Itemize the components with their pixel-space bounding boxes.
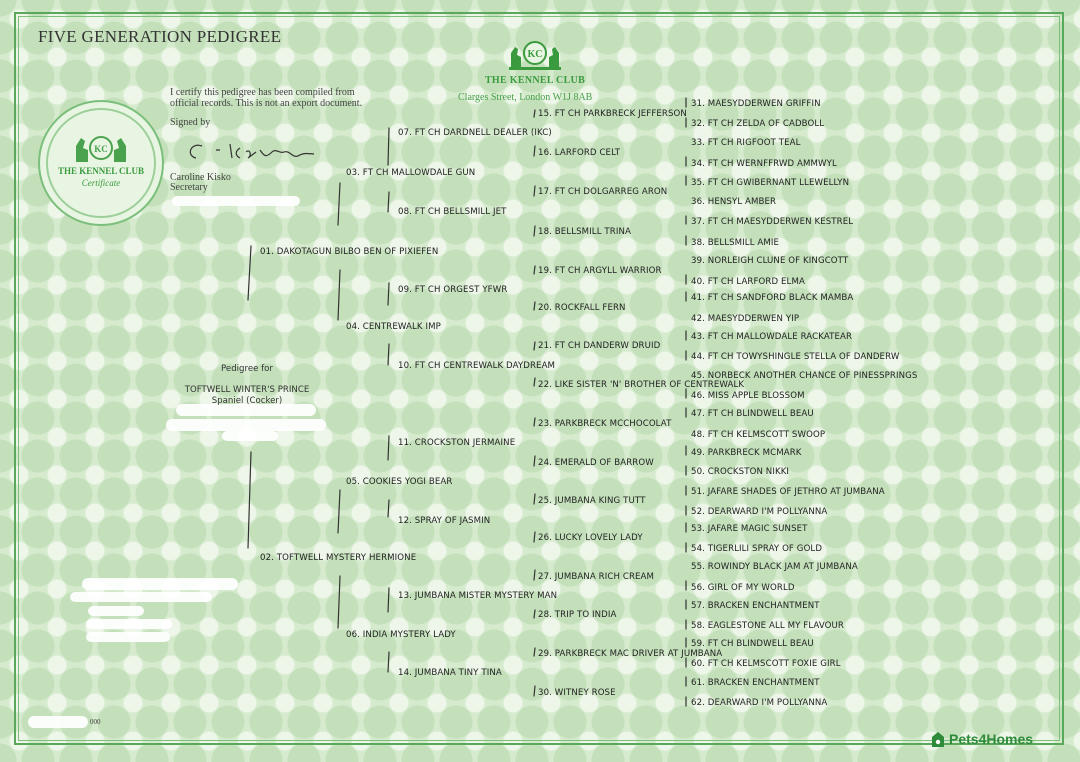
gen5-entry: 34. FT CH WERNFFRWD AMMWYL	[691, 159, 837, 169]
gen2-entry: 05. COOKIES YOGI BEAR	[346, 477, 453, 487]
gen3-entry: 12. SPRAY OF JASMIN	[398, 516, 491, 526]
signed-by-label: Signed by	[170, 117, 211, 128]
gen5-entry: 38. BELLSMILL AMIE	[691, 238, 780, 248]
gen3-entry: 10. FT CH CENTREWALK DAYDREAM	[398, 361, 556, 371]
gen2-entry: 06. INDIA MYSTERY LADY	[346, 630, 456, 640]
gen5-entry: 39. NORLEIGH CLUNE OF KINGCOTT	[691, 256, 849, 266]
page-title: FIVE GENERATION PEDIGREE	[38, 27, 282, 46]
subject-breed: Spaniel (Cocker)	[211, 396, 283, 406]
gen5-entry: 53. JAFARE MAGIC SUNSET	[691, 524, 808, 534]
gen3-entry: 11. CROCKSTON JERMAINE	[398, 438, 516, 448]
gen4-entry: 19. FT CH ARGYLL WARRIOR	[538, 266, 662, 276]
gen3-entry: 14. JUMBANA TINY TINA	[398, 668, 502, 678]
gen5-entry: 56. GIRL OF MY WORLD	[691, 583, 795, 593]
gen5-entry: 41. FT CH SANDFORD BLACK MAMBA	[691, 293, 854, 303]
gen4-entry: 26. LUCKY LOVELY LADY	[538, 533, 643, 543]
paw-house-icon	[930, 730, 946, 748]
gen5-entry: 50. CROCKSTON NIKKI	[691, 467, 790, 477]
gen5-entry: 47. FT CH BLINDWELL BEAU	[691, 409, 814, 419]
gen4-entry: 27. JUMBANA RICH CREAM	[538, 572, 655, 582]
gen5-entry: 55. ROWINDY BLACK JAM AT JUMBANA	[691, 562, 858, 572]
gen4-entry: 22. LIKE SISTER 'N' BROTHER OF CENTREWALK	[538, 380, 745, 390]
gen5-entry: 58. EAGLESTONE ALL MY FLAVOUR	[691, 621, 844, 631]
gen4-entry: 21. FT CH DANDERW DRUID	[538, 341, 661, 351]
subject-name: TOFTWELL WINTER'S PRINCE	[184, 385, 310, 395]
monogram-text: KC	[527, 49, 543, 60]
gen5-entry: 62. DEARWARD I'M POLLYANNA	[691, 698, 828, 708]
gen4-entry: 28. TRIP TO INDIA	[538, 610, 617, 620]
gen5-entry: 46. MISS APPLE BLOSSOM	[691, 391, 805, 401]
gen5-entry: 35. FT CH GWIBERNANT LLEWELLYN	[691, 178, 850, 188]
gen5-entry: 60. FT CH KELMSCOTT FOXIE GIRL	[691, 659, 841, 669]
signatory-role: Secretary	[170, 182, 208, 193]
gen5-entry: 32. FT CH ZELDA OF CADBOLL	[691, 119, 825, 129]
redacted-field-tail: 000	[90, 718, 101, 726]
gen5-entry: 42. MAESYDDERWEN YIP	[691, 314, 800, 324]
seal-name: THE KENNEL CLUB	[57, 166, 145, 176]
gen4-entry: 20. ROCKFALL FERN	[538, 303, 626, 313]
kennel-club-name: THE KENNEL CLUB	[484, 75, 586, 86]
gen5-entry: 44. FT CH TOWYSHINGLE STELLA OF DANDERW	[691, 352, 900, 362]
gen4-entry: 15. FT CH PARKBRECK JEFFERSON	[538, 109, 687, 119]
sire-entry: 01. DAKOTAGUN BILBO BEN OF PIXIEFEN	[260, 247, 439, 257]
signatory-name: Caroline Kisko	[170, 172, 231, 183]
pets4homes-watermark	[930, 730, 1033, 748]
gen5-entry: 33. FT CH RIGFOOT TEAL	[691, 138, 801, 148]
kennel-club-address: Clarges Street, London W1J 8AB	[458, 92, 593, 103]
gen5-entry: 48. FT CH KELMSCOTT SWOOP	[691, 430, 826, 440]
gen5-entry: 37. FT CH MAESYDDERWEN KESTREL	[691, 217, 854, 227]
gen4-entry: 17. FT CH DOLGARREG ARON	[538, 187, 668, 197]
gen5-entry: 54. TIGERLILI SPRAY OF GOLD	[691, 544, 823, 554]
gen4-entry: 23. PARKBRECK MCCHOCOLAT	[538, 419, 672, 429]
seal-monogram: KC	[94, 144, 108, 154]
gen3-entry: 09. FT CH ORGEST YFWR	[398, 285, 508, 295]
gen5-entry: 49. PARKBRECK MCMARK	[691, 448, 802, 458]
gen5-entry: 61. BRACKEN ENCHANTMENT	[691, 678, 820, 688]
gen5-entry: 59. FT CH BLINDWELL BEAU	[691, 639, 814, 649]
gen4-entry: 25. JUMBANA KING TUTT	[538, 496, 646, 506]
gen5-entry: 52. DEARWARD I'M POLLYANNA	[691, 507, 828, 517]
pedigree-for-label: Pedigree for	[221, 364, 273, 374]
brand-name: Pets4Homes	[949, 731, 1034, 747]
gen3-entry: 13. JUMBANA MISTER MYSTERY MAN	[398, 591, 558, 601]
gen5-entry: 51. JAFARE SHADES OF JETHRO AT JUMBANA	[691, 487, 885, 497]
gen4-entry: 24. EMERALD OF BARROW	[538, 458, 654, 468]
certify-line-2: official records. This is not an export document.	[170, 98, 363, 109]
gen4-entry: 18. BELLSMILL TRINA	[538, 227, 631, 237]
gen3-entry: 07. FT CH DARDNELL DEALER (IKC)	[398, 128, 552, 138]
gen5-entry: 57. BRACKEN ENCHANTMENT	[691, 601, 820, 611]
gen5-entry: 45. NORBECK ANOTHER CHANCE OF PINESSPRINGS	[691, 371, 918, 381]
gen4-entry: 30. WITNEY ROSE	[538, 688, 616, 698]
gen5-entry: 36. HENSYL AMBER	[691, 197, 777, 207]
certify-line-1: I certify this pedigree has been compiled from	[170, 87, 355, 98]
gen5-entry: 43. FT CH MALLOWDALE RACKATEAR	[691, 332, 853, 342]
gen2-entry: 03. FT CH MALLOWDALE GUN	[346, 168, 476, 178]
gen3-entry: 08. FT CH BELLSMILL JET	[398, 207, 507, 217]
gen4-entry: 29. PARKBRECK MAC DRIVER AT JUMBANA	[538, 649, 723, 659]
gen2-entry: 04. CENTREWALK IMP	[346, 322, 441, 332]
seal-subtitle: Certificate	[81, 178, 121, 188]
dam-entry: 02. TOFTWELL MYSTERY HERMIONE	[260, 553, 417, 563]
gen5-entry: 40. FT CH LARFORD ELMA	[691, 277, 805, 287]
gen5-entry: 31. MAESYDDERWEN GRIFFIN	[691, 99, 821, 109]
gen4-entry: 16. LARFORD CELT	[538, 148, 621, 158]
